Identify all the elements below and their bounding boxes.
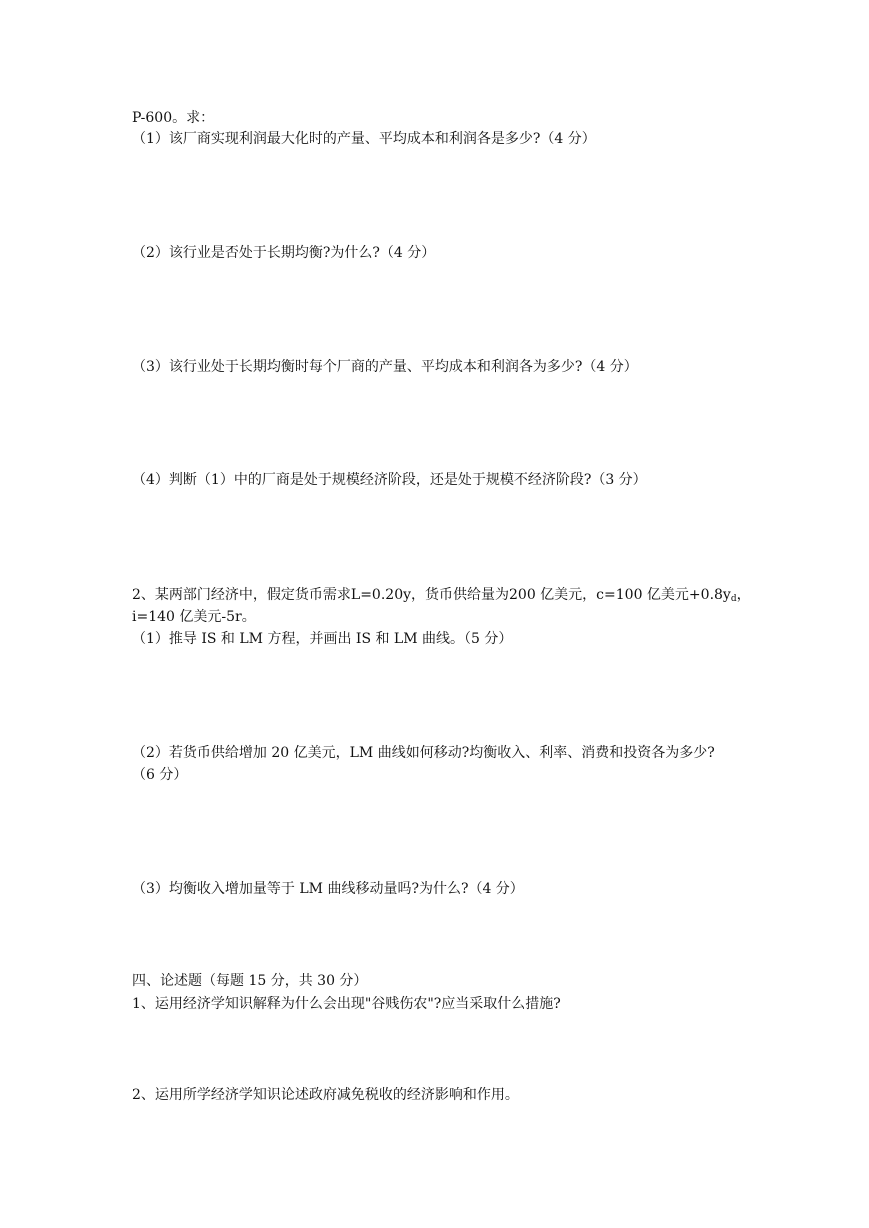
intro-text: P-600。求： <box>132 110 215 126</box>
q1-part4: （4）判断（1）中的厂商是处于规模经济阶段，还是处于规模不经济阶段?（3 分） <box>132 472 647 488</box>
section4-q1: 1、运用经济学知识解释为什么会出现"谷贱伤农"?应当采取什么措施? <box>132 996 561 1012</box>
q1-part2: （2）该行业是否处于长期均衡?为什么?（4 分） <box>132 245 436 261</box>
q2-part3: （3）均衡收入增加量等于 LM 曲线移动量吗?为什么?（4 分） <box>132 881 524 897</box>
q1-part1: （1）该厂商实现利润最大化时的产量、平均成本和利润各是多少?（4 分） <box>132 131 596 147</box>
q2-stem-line2: i=140 亿美元-5r。 <box>132 609 256 625</box>
q2-part2-line1: （2）若货币供给增加 20 亿美元，LM 曲线如何移动?均衡收入、利率、消费和投资各为多少? <box>132 745 715 761</box>
section4-heading: 四、论述题（每题 15 分，共 30 分） <box>132 973 368 989</box>
q2-stem-line1 <box>132 585 751 609</box>
q2-stem-comma: ， <box>736 587 751 603</box>
q2-stem-text: 2、某两部门经济中，假定货币需求L=0.20y，货币供给量为200 亿美元，c=100 亿美元+0.8y <box>132 587 731 603</box>
q2-stem-subscript: d <box>730 594 737 604</box>
q1-part3: （3）该行业处于长期均衡时每个厂商的产量、平均成本和利润各为多少?（4 分） <box>132 359 638 375</box>
section4-q2: 2、运用所学经济学知识论述政府减免税收的经济影响和作用。 <box>132 1087 519 1103</box>
q2-part1: （1）推导 IS 和 LM 方程，并画出 IS 和 LM 曲线。（5 分） <box>132 631 513 647</box>
q2-part2-line2: （6 分） <box>132 767 188 783</box>
